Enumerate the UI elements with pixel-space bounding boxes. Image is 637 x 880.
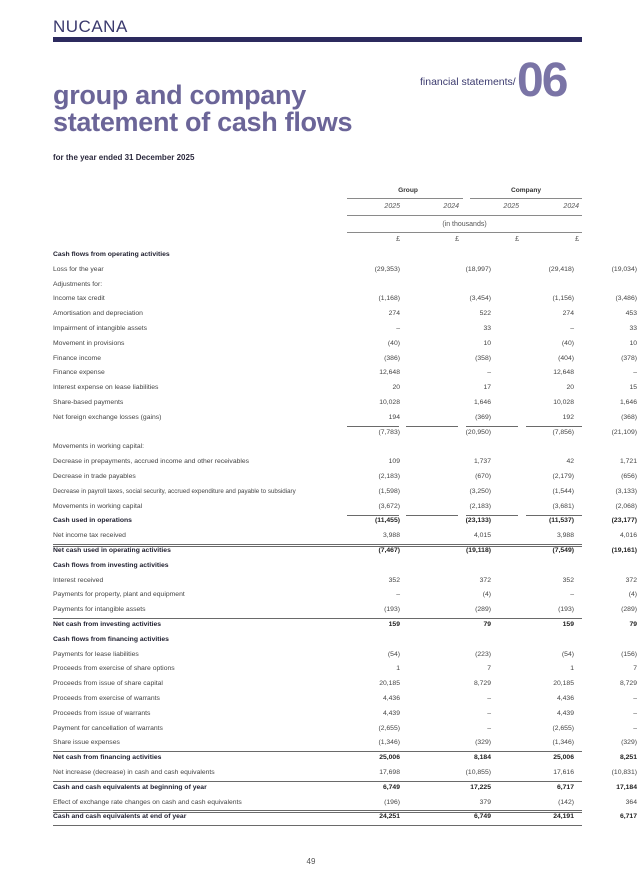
row-label: Proceeds from exercise of share options — [53, 665, 175, 673]
group-2025-value: (2,183) — [378, 473, 400, 480]
group-2024-value: 33 — [483, 325, 491, 332]
table-row — [53, 634, 582, 649]
company-2025-value: (11,537) — [549, 517, 574, 525]
company-2025-value: 20,185 — [553, 680, 574, 688]
table-row — [53, 560, 582, 575]
subtotal-rule — [526, 515, 582, 516]
company-2024-value: (10,831) — [611, 769, 637, 776]
group-2025-value: (29,353) — [374, 265, 400, 273]
company-2025-value: (2,179) — [552, 473, 574, 480]
subtotal-rule — [406, 426, 458, 427]
group-2024-value: (18,997) — [465, 265, 491, 273]
group-2024-value: – — [487, 369, 491, 377]
table-row — [53, 486, 637, 501]
table-row — [53, 752, 637, 767]
company-2024-value: – — [633, 709, 637, 717]
row-label: Payments for lease liabilities — [53, 650, 139, 658]
table-row — [53, 397, 637, 412]
row-label: Movement in provisions — [53, 339, 125, 347]
row-label: Effect of exchange rate changes on cash and cash equivalents — [53, 798, 242, 806]
table-row — [53, 678, 637, 693]
year-company-2025: 2025 — [503, 203, 519, 210]
year-rule — [347, 215, 582, 216]
company-2025-value: (7,856) — [552, 428, 574, 436]
group-2024-value: 8,184 — [473, 754, 491, 762]
period-subtitle: for the year ended 31 December 2025 — [53, 153, 195, 162]
total-rule-beginning — [53, 781, 582, 782]
company-2025-value: – — [570, 591, 574, 599]
group-2025-value: (7,467) — [378, 547, 400, 554]
subtotal-rule — [347, 515, 399, 516]
row-label: Decrease in prepayments, accrued income and other receivables — [53, 458, 250, 466]
table-row — [53, 530, 637, 545]
currency-group-2025: £ — [396, 236, 400, 243]
group-2025-value: 4,439 — [382, 709, 400, 717]
group-2024-value: 1,646 — [473, 399, 491, 406]
table-row — [53, 249, 582, 264]
row-label: Cash flows from operating activities — [53, 251, 170, 258]
group-2024-value: (10,855) — [465, 769, 491, 776]
group-2024-value: (3,454) — [469, 295, 491, 303]
company-2024-value: 453 — [625, 310, 637, 318]
table-row — [53, 456, 637, 471]
company-2025-value: (1,156) — [552, 295, 574, 303]
total-rule-end-bottom — [53, 825, 582, 826]
group-2025-value: (193) — [384, 606, 400, 614]
company-2024-value: – — [633, 724, 637, 732]
row-label: Net cash from financing activities — [53, 754, 162, 762]
row-label: Net foreign exchange losses (gains) — [53, 413, 162, 421]
table-row — [53, 545, 637, 560]
company-2025-value: (193) — [558, 606, 574, 614]
group-2024-value: (4) — [482, 591, 491, 599]
company-2024-value: 79 — [629, 621, 637, 628]
group-2024-value: 372 — [479, 576, 491, 584]
company-2024-value: (378) — [621, 354, 637, 362]
row-label: Movements in working capital — [53, 502, 143, 510]
group-2024-value: 1,737 — [473, 458, 491, 466]
header-rule — [53, 37, 582, 42]
subtotal-rule — [526, 426, 582, 427]
group-2025-value: (1,346) — [378, 739, 400, 747]
row-label: Amortisation and depreciation — [53, 310, 143, 318]
table-row — [53, 663, 637, 678]
subtotal-rule — [466, 515, 518, 516]
group-2025-value: 10,028 — [379, 399, 400, 406]
section-number: 06 — [517, 54, 567, 107]
subtotal-rule — [466, 426, 518, 427]
group-2025-value: 12,648 — [379, 369, 400, 377]
page-number: 49 — [306, 857, 316, 866]
company-2025-value: 192 — [562, 413, 574, 421]
group-2024-value: – — [487, 724, 491, 732]
table-row — [53, 308, 637, 323]
company-2024-value: (19,161) — [611, 547, 637, 554]
company-2024-value: (3,133) — [615, 487, 637, 495]
group-2024-value: 79 — [483, 621, 491, 628]
total-rule-investing — [53, 618, 582, 619]
table-row — [53, 649, 637, 664]
group-2024-value: 522 — [479, 310, 491, 318]
company-2024-value: (21,109) — [611, 428, 637, 436]
row-label: Impairment of intangible assets — [53, 325, 148, 332]
company-2024-value: (23,177) — [611, 517, 637, 525]
company-2024-value: (656) — [621, 473, 637, 480]
currency-company-2024: £ — [575, 236, 579, 243]
group-2024-value: 10 — [483, 339, 491, 347]
row-label: Interest expense on lease liabilities — [53, 384, 159, 392]
company-2025-value: 4,436 — [556, 695, 574, 702]
group-2025-value: 20,185 — [379, 680, 400, 688]
nucana-logo: NUCANA — [53, 17, 128, 36]
company-2024-value: (156) — [621, 650, 637, 658]
table-row — [53, 323, 637, 338]
row-label: Cash and cash equivalents at beginning of year — [53, 783, 207, 791]
table-row — [53, 767, 637, 782]
row-label: Share-based payments — [53, 399, 124, 406]
row-label: Cash flows from financing activities — [53, 635, 169, 643]
group-2025-value: 352 — [388, 576, 400, 584]
group-2025-value: 6,749 — [382, 783, 400, 791]
row-label: Net increase (decrease) in cash and cash equivalents — [53, 769, 215, 776]
group-2024-value: – — [487, 695, 491, 702]
row-label: Decrease in payroll taxes, social security, accrued expenditure and payable to subsidiary — [53, 487, 296, 495]
group-2025-value: 25,006 — [379, 754, 400, 762]
group-2024-value: (289) — [475, 606, 491, 614]
company-2025-value: 3,988 — [556, 532, 574, 540]
company-2024-value: 8,729 — [619, 680, 637, 688]
company-2025-value: (2,655) — [552, 724, 574, 732]
group-2025-value: (11,455) — [375, 517, 400, 525]
company-2024-value: 6,717 — [619, 813, 637, 821]
company-2025-value: (54) — [561, 650, 574, 658]
group-2025-value: 194 — [388, 413, 400, 421]
company-2025-value: (29,418) — [548, 265, 574, 273]
group-2024-value: 7 — [487, 665, 491, 673]
row-label: Payment for cancellation of warrants — [53, 724, 163, 732]
group-2025-value: 3,988 — [382, 532, 400, 540]
year-group-2024: 2024 — [443, 203, 459, 210]
company-2025-value: (7,549) — [552, 547, 574, 554]
company-2024-value: 4,016 — [619, 532, 637, 540]
company-2025-value: 352 — [562, 576, 574, 584]
company-2025-value: 274 — [562, 310, 574, 318]
group-2025-value: (1,598) — [378, 487, 400, 495]
company-2024-value: (19,034) — [611, 265, 637, 273]
row-label: Cash and cash equivalents at end of year — [53, 813, 187, 821]
table-row — [53, 589, 637, 604]
year-group-2025: 2025 — [384, 203, 400, 210]
company-2024-value: 7 — [633, 665, 637, 673]
total-rule-financing — [53, 751, 582, 752]
group-2024-value: 17,225 — [470, 783, 491, 791]
table-row — [53, 723, 637, 738]
row-label: Proceeds from exercise of warrants — [53, 695, 160, 702]
company-2025-value: 12,648 — [553, 369, 574, 377]
group-2024-value: 379 — [479, 798, 491, 806]
table-row — [53, 412, 637, 427]
table-row — [53, 367, 637, 382]
row-label: Interest received — [53, 576, 104, 584]
company-2025-value: (404) — [558, 354, 574, 362]
company-heading-rule — [470, 198, 582, 199]
title-line-1: group and company — [53, 80, 306, 110]
row-label: Net income tax received — [53, 532, 126, 540]
page-title — [53, 82, 352, 136]
group-2025-value: 17,698 — [379, 769, 400, 776]
company-2024-value: 17,184 — [616, 783, 637, 791]
company-2024-value: (2,068) — [615, 502, 637, 510]
company-2024-value: 33 — [629, 325, 637, 332]
group-2025-value: 20 — [392, 384, 400, 392]
group-2025-value: (1,168) — [378, 295, 400, 303]
table-row — [53, 471, 637, 486]
company-2024-value: (289) — [621, 606, 637, 614]
company-2025-value: 159 — [562, 621, 574, 628]
group-2025-value: (7,783) — [378, 428, 400, 436]
group-2024-value: (19,118) — [466, 547, 491, 554]
group-2025-value: – — [396, 591, 400, 599]
company-column-heading: Company — [510, 187, 542, 194]
company-2024-value: 372 — [625, 576, 637, 584]
group-2024-value: 8,729 — [473, 680, 491, 688]
company-2025-value: (3,681) — [552, 502, 574, 510]
table-row — [53, 427, 637, 442]
company-2024-value: – — [633, 369, 637, 377]
company-2024-value: 1,721 — [619, 458, 637, 466]
table-row — [53, 693, 637, 708]
row-label: Adjustments for: — [53, 280, 103, 288]
group-2025-value: 24,251 — [379, 813, 400, 821]
row-label: Movements in working capital: — [53, 443, 145, 451]
group-2024-value: (2,183) — [469, 502, 491, 510]
company-2024-value: – — [633, 695, 637, 702]
group-2024-value: (23,133) — [465, 517, 491, 525]
company-2025-value: 4,439 — [556, 709, 574, 717]
group-2024-value: (329) — [475, 739, 491, 747]
table-row — [53, 382, 637, 397]
company-2025-value: (1,544) — [552, 487, 574, 495]
company-2025-value: 1 — [570, 665, 574, 673]
company-2024-value: (3,486) — [615, 295, 637, 303]
row-label: Net cash from investing activities — [53, 621, 162, 628]
total-rule-end-top — [53, 810, 582, 813]
total-rule-operating — [53, 544, 582, 547]
table-row — [53, 264, 637, 279]
table-row — [53, 279, 582, 294]
company-2025-value: 6,717 — [556, 783, 574, 791]
group-2024-value: 6,749 — [473, 813, 491, 821]
row-label: Cash flows from investing activities — [53, 561, 169, 569]
table-row — [53, 782, 637, 797]
group-2024-value: (358) — [475, 354, 491, 362]
group-2025-value: (2,655) — [378, 724, 400, 732]
row-label: Finance income — [53, 354, 101, 362]
company-2024-value: 364 — [625, 798, 637, 806]
group-2025-value: (196) — [384, 798, 400, 806]
row-label: Cash used in operations — [53, 517, 132, 525]
table-row — [53, 708, 637, 723]
row-label: Payments for intangible assets — [53, 606, 146, 614]
company-2025-value: 17,616 — [553, 769, 574, 776]
company-2024-value: 1,646 — [619, 399, 637, 406]
table-row — [53, 353, 637, 368]
group-2025-value: (386) — [384, 354, 400, 362]
company-2024-value: 15 — [629, 384, 637, 392]
table-row — [53, 575, 637, 590]
company-2024-value: (368) — [621, 413, 637, 421]
currency-company-2025: £ — [515, 236, 519, 243]
group-2025-value: (40) — [387, 339, 400, 347]
group-2024-value: (223) — [475, 650, 491, 658]
table-row — [53, 441, 582, 456]
group-2025-value: 274 — [388, 310, 400, 318]
table-row — [53, 619, 637, 634]
group-2024-value: 17 — [483, 384, 491, 392]
table-row — [53, 501, 637, 516]
group-2024-value: (369) — [475, 413, 491, 421]
row-label: Loss for the year — [53, 265, 104, 273]
company-2025-value: 25,006 — [553, 754, 574, 762]
company-2025-value: (1,346) — [552, 739, 574, 747]
company-2025-value: – — [570, 325, 574, 332]
company-2025-value: 10,028 — [553, 399, 574, 406]
company-2024-value: (4) — [628, 591, 637, 599]
table-row — [53, 515, 637, 530]
company-2024-value: 10 — [629, 339, 637, 347]
row-label: Finance expense — [53, 369, 105, 377]
title-line-2: statement of cash flows — [53, 107, 353, 137]
group-2024-value: – — [487, 709, 491, 717]
group-2025-value: – — [396, 325, 400, 332]
company-2025-value: 20 — [566, 384, 574, 392]
group-2025-value: (54) — [387, 650, 400, 658]
group-2025-value: 4,436 — [382, 695, 400, 702]
group-2024-value: 4,015 — [473, 532, 491, 540]
group-2025-value: 159 — [388, 621, 400, 628]
subtotal-rule — [347, 426, 399, 427]
company-2024-value: 8,251 — [619, 754, 637, 762]
company-2025-value: 42 — [566, 458, 574, 466]
company-2025-value: (40) — [561, 339, 574, 347]
currency-group-2024: £ — [455, 236, 459, 243]
row-label: Proceeds from issue of share capital — [53, 680, 163, 688]
group-2024-value: (3,250) — [469, 487, 491, 495]
row-label: Decrease in trade payables — [53, 473, 136, 480]
table-row — [53, 338, 637, 353]
group-2024-value: (670) — [475, 473, 491, 480]
company-2025-value: 24,191 — [553, 813, 574, 821]
group-2025-value: 109 — [388, 458, 400, 466]
group-2025-value: (3,672) — [378, 502, 400, 510]
group-2024-value: (20,950) — [465, 428, 491, 436]
row-label: Payments for property, plant and equipment — [53, 591, 185, 599]
units-note: (in thousands) — [442, 221, 487, 228]
subtotal-rule — [406, 515, 458, 516]
table-row — [53, 293, 637, 308]
company-2024-value: (329) — [621, 739, 637, 747]
group-column-heading: Group — [398, 187, 418, 194]
group-2025-value: 1 — [396, 665, 400, 673]
row-label: Share issue expenses — [53, 739, 120, 747]
section-label: financial statements/ — [420, 76, 516, 88]
year-company-2024: 2024 — [563, 203, 579, 210]
units-rule — [347, 232, 582, 233]
row-label: Proceeds from issue of warrants — [53, 709, 151, 717]
table-row — [53, 604, 637, 619]
company-2025-value: (142) — [558, 798, 574, 806]
row-label: Income tax credit — [53, 295, 105, 303]
group-heading-rule — [347, 198, 463, 199]
row-label: Net cash used in operating activities — [53, 547, 171, 554]
